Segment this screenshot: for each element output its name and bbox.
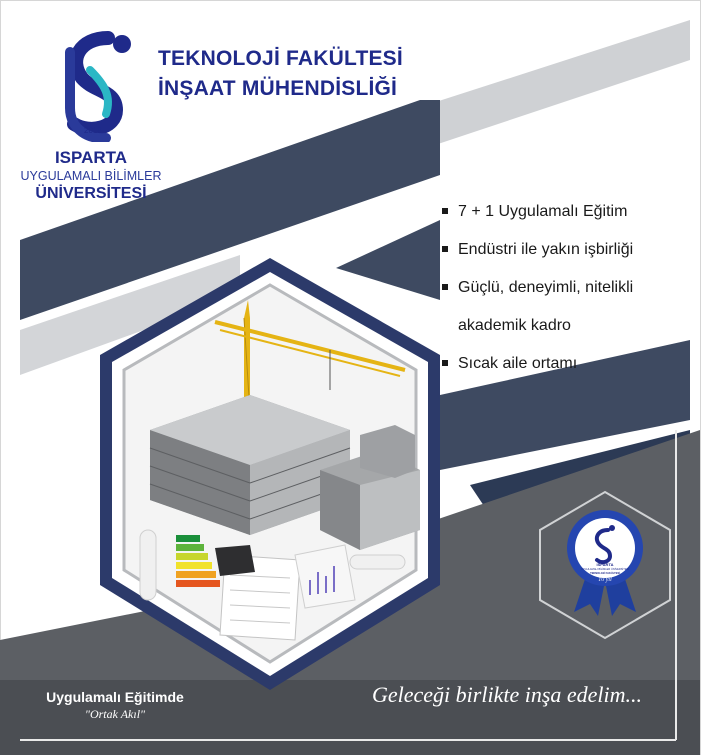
badge-line4: 10 yıl <box>598 577 612 583</box>
bullet-square-icon <box>442 208 448 214</box>
badge-line2: UYGULAMALI BİLİMLER ÜNİVERSİTESİ <box>581 568 629 571</box>
footer-motto-line1: Uygulamalı Eğitimde <box>46 689 184 705</box>
bullet-square-icon <box>442 284 448 290</box>
anniversary-badge-icon <box>560 508 650 616</box>
feature-text: Sıcak aile ortamı <box>458 355 578 372</box>
badge-line3: TEKNOLOJİ FAKÜLTESİ <box>590 572 620 575</box>
logo-year: 2018 <box>84 126 102 135</box>
faculty-title <box>158 44 403 104</box>
footer-motto-line2: "Ortak Akıl" <box>84 707 146 721</box>
feature-item <box>440 193 690 231</box>
bullet-square-icon <box>442 360 448 366</box>
bullet-square-icon <box>442 246 448 252</box>
feature-list <box>440 193 690 383</box>
feature-text: Endüstri ile yakın işbirliği <box>458 241 634 258</box>
badge-line1: ISPARTA <box>596 562 614 567</box>
faculty-title-line1: TEKNOLOJİ FAKÜLTESİ <box>158 47 403 70</box>
feature-text-continued: akademik kadro <box>458 317 571 334</box>
university-name-line3: ÜNİVERSİTESİ <box>35 185 147 202</box>
feature-text: 7 + 1 Uygulamalı Eğitim <box>458 203 628 220</box>
faculty-title-line2: İNŞAAT MÜHENDİSLİĞİ <box>158 77 398 100</box>
university-name-line2: UYGULAMALI BİLİMLER <box>20 169 162 183</box>
university-name-line1: ISPARTA <box>54 148 128 167</box>
feature-item <box>440 231 690 269</box>
footer-motto <box>20 688 210 722</box>
feature-item <box>440 269 690 345</box>
feature-item <box>440 345 690 383</box>
slogan: Geleceği birlikte inşa edelim... <box>372 682 643 707</box>
university-name <box>6 148 176 204</box>
feature-text: Güçlü, deneyimli, nitelikli <box>458 279 634 296</box>
